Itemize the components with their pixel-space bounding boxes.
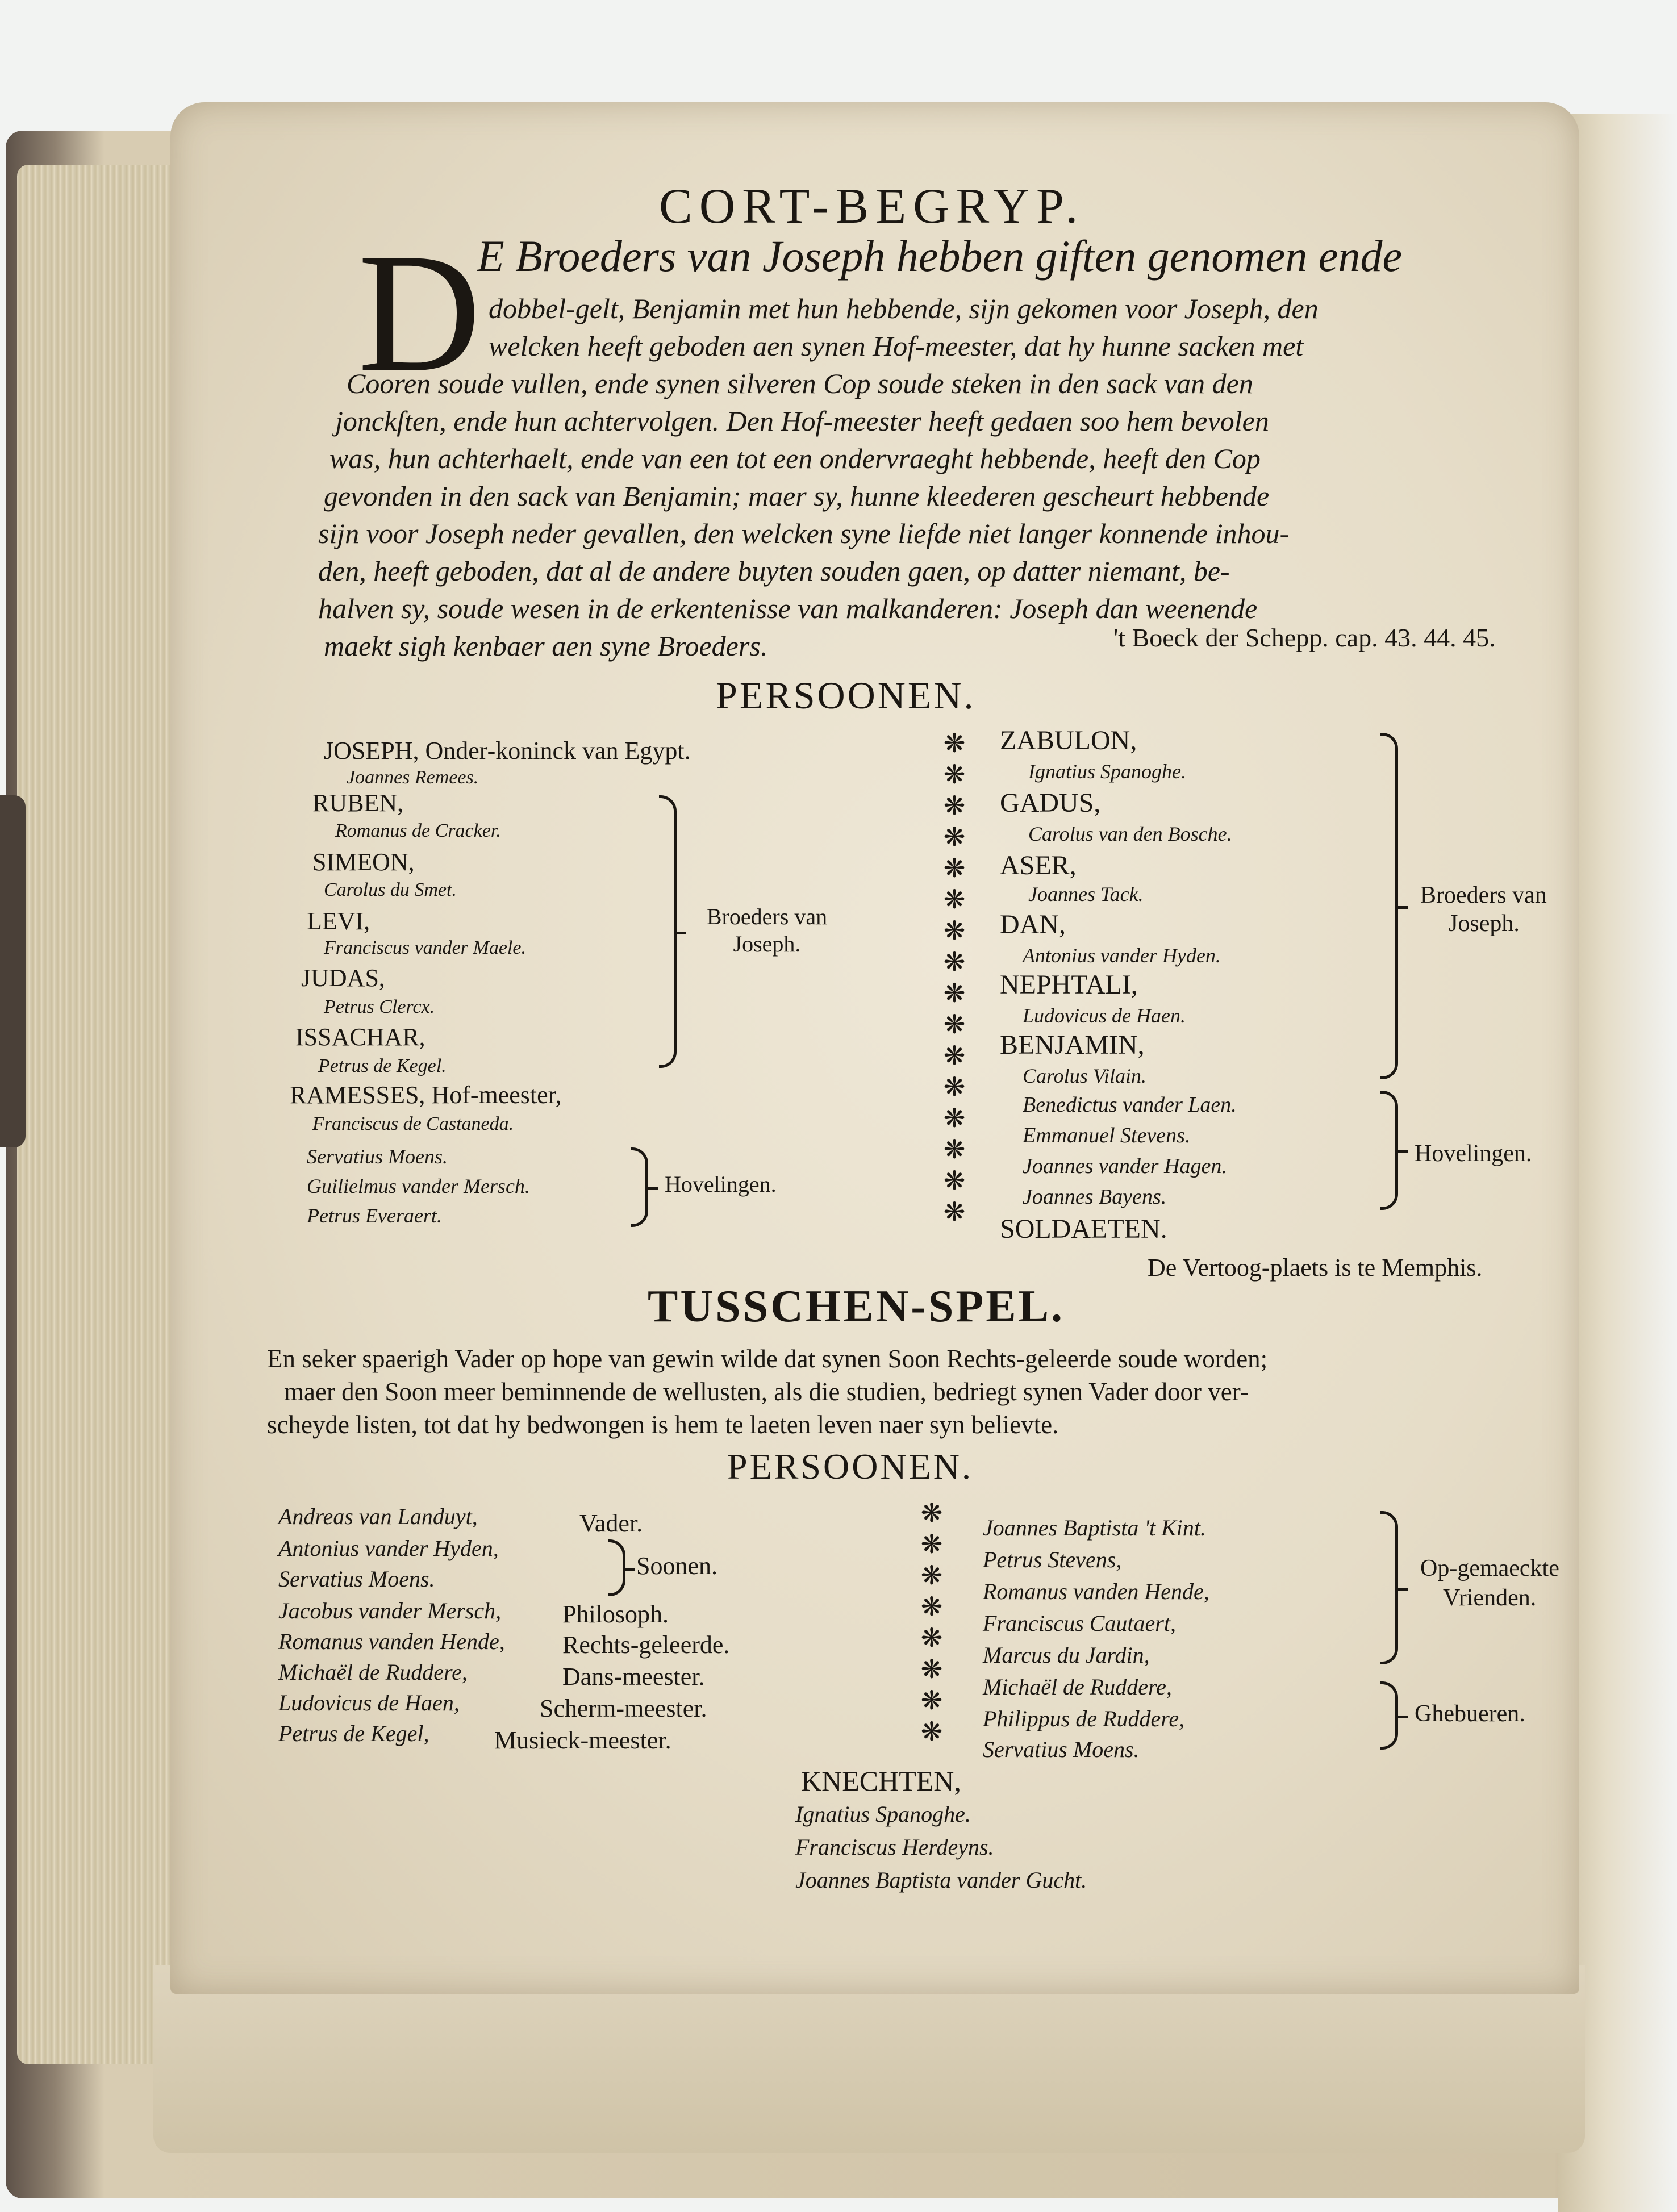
summary-line: jonckſten, ende hun achtervolgen. Den Hof-meester heeft gedaen soo hem bevolen [335, 405, 1269, 437]
sons-label: Soonen. [636, 1552, 717, 1580]
fleuron-ornament: ❋ [943, 885, 966, 914]
actor-name: Joannes Remees. [347, 767, 479, 788]
courtier-name: Servatius Moens. [307, 1145, 448, 1168]
person-role: Philosoph. [562, 1600, 669, 1628]
person-name: Joannes Baptista 't Kint. [983, 1515, 1206, 1541]
friends-label: Vrienden. [1443, 1585, 1537, 1611]
cast2-heading: PERSOONEN. [727, 1446, 973, 1487]
role-name: JOSEPH, Onder-koninck van Egypt. [324, 737, 691, 765]
person-name: Andreas van Landuyt, [278, 1504, 478, 1529]
brothers-label-right: Joseph. [1449, 911, 1520, 937]
fleuron-ornament: ❋ [943, 916, 966, 945]
role-name: NEPHTALI, [1000, 970, 1138, 1000]
person-name: Servatius Moens. [983, 1737, 1140, 1762]
role-name: JUDAS, [301, 964, 385, 992]
courtier-name: Guilielmus vander Mersch. [307, 1175, 530, 1197]
soldiers-heading: SOLDAETEN. [1000, 1214, 1167, 1244]
printed-page [170, 102, 1579, 1994]
person-name: Petrus de Kegel, [278, 1721, 429, 1746]
actor-name: Antonius vander Hyden. [1023, 944, 1221, 967]
person-name: Petrus Stevens, [983, 1547, 1122, 1572]
interlude-line: En seker spaerigh Vader op hope van gewin wilde dat synen Soon Rechts-geleerde soude worden; [267, 1345, 1268, 1373]
person-name: Jacobus vander Mersch, [278, 1598, 502, 1623]
person-role: Vader. [579, 1509, 643, 1537]
actor-name: Joannes Tack. [1028, 883, 1144, 905]
fleuron-ornament: ❋ [920, 1530, 943, 1559]
person-name: Romanus vanden Hende, [983, 1579, 1209, 1604]
person-name: Antonius vander Hyden, [278, 1535, 499, 1561]
actor-name: Carolus Vilain. [1023, 1065, 1147, 1087]
summary-line: dobbel-gelt, Benjamin met hun hebbende, sijn gekomen voor Joseph, den [489, 293, 1319, 324]
summary-line: Cooren soude vullen, ende synen silveren Cop soude steken in den sack van den [347, 368, 1253, 399]
fleuron-ornament: ❋ [943, 1041, 966, 1070]
role-name: DAN, [1000, 909, 1066, 940]
actor-name: Franciscus de Castaneda. [312, 1113, 514, 1134]
neighbours-label: Ghebueren. [1415, 1701, 1525, 1727]
person-name: Servatius Moens. [278, 1566, 435, 1592]
fleuron-ornament: ❋ [943, 1010, 966, 1039]
fleuron-ornament: ❋ [920, 1655, 943, 1684]
summary-line: was, hun achterhaelt, ende van een tot een ondervraeght hebbende, heeft den Cop [329, 443, 1261, 474]
actor-name: Ignatius Spanoghe. [1028, 760, 1186, 783]
fleuron-ornament: ❋ [943, 948, 966, 976]
role-name: LEVI, [307, 907, 370, 935]
fleuron-ornament: ❋ [920, 1717, 943, 1746]
sons-brace [608, 1539, 625, 1596]
summary-line: sijn voor Joseph neder gevallen, den welcken syne liefde niet langer konnende inhou- [318, 517, 1290, 549]
person-role: Dans-meester. [562, 1663, 705, 1691]
neighbours-brace [1380, 1681, 1398, 1750]
courtier-name: Joannes vander Hagen. [1023, 1154, 1227, 1178]
fleuron-ornament: ❋ [920, 1561, 943, 1590]
brothers-brace-right [1380, 733, 1398, 1079]
person-role: Rechts-geleerde. [562, 1631, 730, 1659]
fleuron-ornament: ❋ [943, 791, 966, 820]
fleuron-ornament: ❋ [920, 1592, 943, 1621]
stage-location: De Vertoog-plaets is te Memphis. [1148, 1254, 1483, 1282]
person-name: Philippus de Ruddere, [983, 1706, 1185, 1731]
fleuron-ornament: ❋ [943, 854, 966, 883]
fleuron-ornament: ❋ [920, 1499, 943, 1527]
servant-name: Joannes Baptista vander Gucht. [795, 1867, 1087, 1893]
role-name: BENJAMIN, [1000, 1030, 1145, 1060]
fleuron-ornament: ❋ [943, 1197, 966, 1226]
cast-heading: PERSOONEN. [716, 674, 976, 717]
interlude-line: maer den Soon meer beminnende de wellusten, als die studien, bedriegt synen Vader door ver- [284, 1378, 1249, 1406]
drop-cap-d: D [358, 218, 481, 407]
courtier-name: Benedictus vander Laen. [1023, 1093, 1237, 1117]
courtiers-brace-right [1380, 1091, 1398, 1210]
courtier-name: Petrus Everaert. [307, 1204, 442, 1227]
person-name: Franciscus Cautaert, [983, 1610, 1176, 1636]
actor-name: Carolus van den Bosche. [1028, 823, 1232, 845]
courtiers-label-left: Hovelingen. [665, 1171, 777, 1197]
person-name: Michaël de Ruddere, [278, 1659, 468, 1685]
summary-line: den, heeft geboden, dat al de andere buyten souden gaen, op datter niemant, be- [318, 555, 1230, 587]
fleuron-ornament: ❋ [943, 1166, 966, 1195]
interlude-heading: TUSSCHEN-SPEL. [648, 1282, 1065, 1332]
role-name: ISSACHAR, [295, 1023, 425, 1051]
summary-line: E Broeders van Joseph hebben giften genomen ende [477, 231, 1403, 281]
role-name: ASER, [1000, 850, 1077, 880]
fleuron-ornament: ❋ [920, 1623, 943, 1652]
courtiers-brace-left [631, 1147, 648, 1227]
person-name: Marcus du Jardin, [983, 1642, 1150, 1668]
interlude-line: scheyde listen, tot dat hy bedwongen is hem te laeten leven naer syn believte. [267, 1410, 1059, 1439]
courtier-name: Joannes Bayens. [1023, 1185, 1167, 1209]
servant-name: Ignatius Spanoghe. [795, 1801, 971, 1827]
book-spine [0, 795, 26, 1147]
summary-line: gevonden in den sack van Benjamin; maer sy, hunne kleederen gescheurt hebbende [324, 480, 1270, 512]
person-name: Romanus vanden Hende, [278, 1629, 505, 1654]
page-title: CORT-BEGRYP. [659, 179, 1085, 234]
actor-name: Romanus de Cracker. [335, 820, 501, 841]
courtiers-label-right: Hovelingen. [1415, 1141, 1532, 1167]
summary-line: halven sy, soude wesen in de erkentenisse van malkanderen: Joseph dan weenende [318, 592, 1258, 624]
fleuron-ornament: ❋ [920, 1686, 943, 1715]
friends-brace [1380, 1511, 1398, 1664]
actor-name: Ludovicus de Haen. [1023, 1004, 1186, 1027]
role-name: SIMEON, [312, 848, 415, 876]
servants-heading: KNECHTEN, [801, 1765, 961, 1797]
actor-name: Petrus de Kegel. [318, 1055, 447, 1076]
fleuron-ornament: ❋ [943, 729, 966, 758]
fleuron-ornament: ❋ [943, 979, 966, 1008]
fleuron-ornament: ❋ [943, 1072, 966, 1101]
friends-label: Op-gemaeckte [1420, 1555, 1559, 1581]
person-role: Musieck-meester. [494, 1726, 671, 1754]
summary-line: maekt sigh kenbaer aen syne Broeders. [324, 630, 768, 662]
brothers-brace-left [659, 795, 677, 1068]
actor-name: Franciscus vander Maele. [324, 937, 526, 958]
servant-name: Franciscus Herdeyns. [795, 1834, 994, 1860]
person-name: Ludovicus de Haen, [278, 1690, 460, 1716]
fleuron-ornament: ❋ [943, 1135, 966, 1164]
fleuron-ornament: ❋ [943, 823, 966, 852]
brothers-label-right: Broeders van [1420, 882, 1547, 908]
role-name: ZABULON, [1000, 725, 1137, 756]
brothers-label-left: Broeders van Joseph. [706, 904, 828, 957]
person-name: Michaël de Ruddere, [983, 1674, 1172, 1700]
page-edges [17, 165, 187, 2064]
role-name: RUBEN, [312, 789, 404, 817]
actor-name: Carolus du Smet. [324, 879, 457, 900]
scripture-reference: 't Boeck der Schepp. cap. 43. 44. 45. [1113, 623, 1496, 652]
fleuron-ornament: ❋ [943, 1104, 966, 1133]
role-name: GADUS, [1000, 788, 1101, 818]
person-role: Scherm-meester. [540, 1695, 707, 1722]
actor-name: Petrus Clercx. [324, 996, 435, 1017]
fleuron-ornament: ❋ [943, 760, 966, 789]
courtier-name: Emmanuel Stevens. [1023, 1124, 1191, 1147]
summary-line: welcken heeft geboden aen synen Hof-meester, dat hy hunne sacken met [489, 330, 1304, 362]
role-name: RAMESSES, Hof-meester, [290, 1081, 562, 1109]
